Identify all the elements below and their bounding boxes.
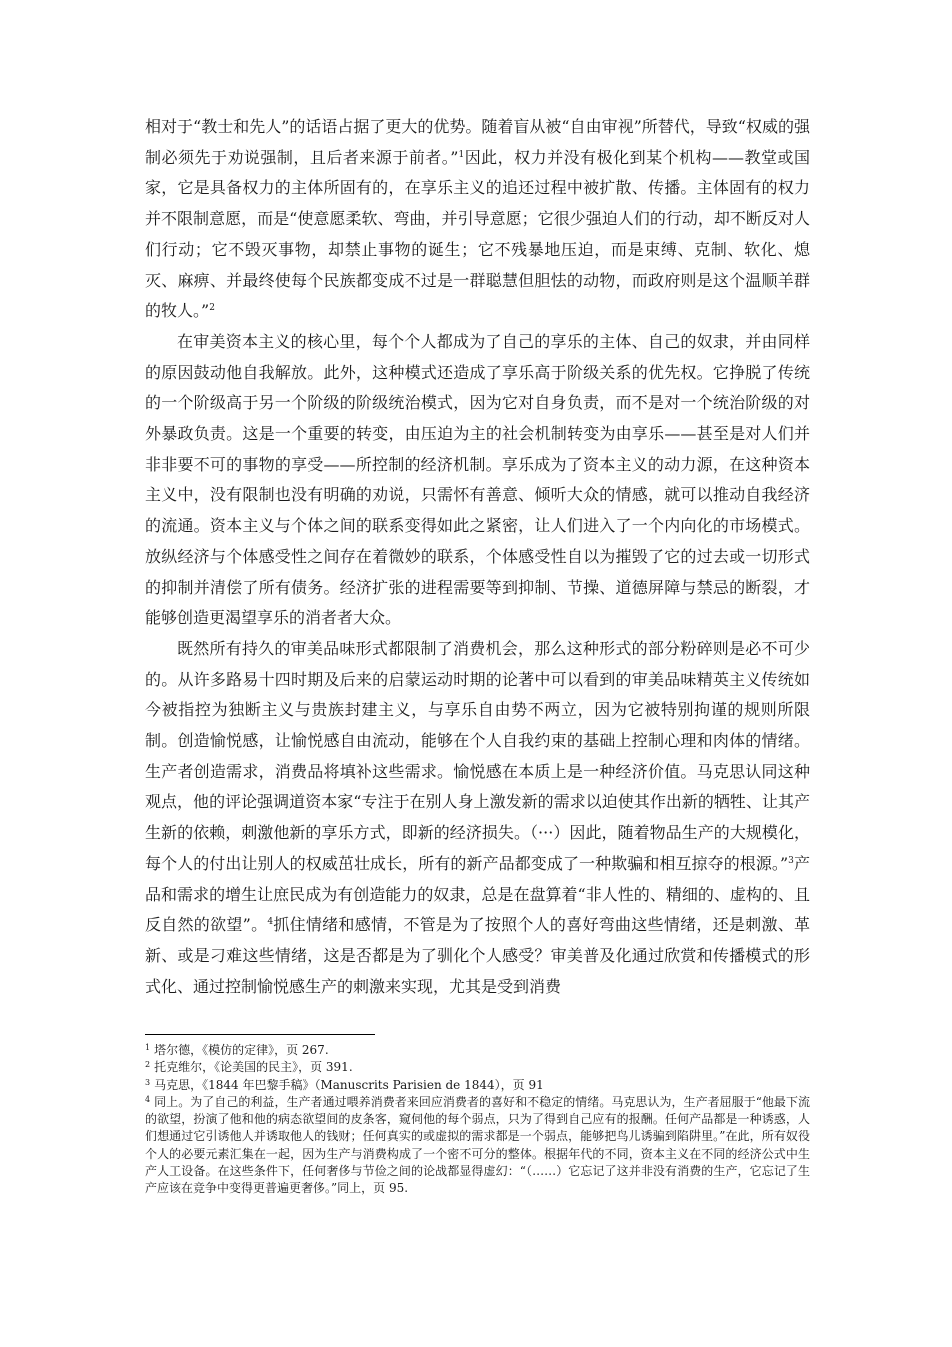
text-run: 因此，权力并没有极化到某个机构——教堂或国家，它是具备权力的主体所固有的，在享乐主义的追还过程中被扩散、传播。主体固有的权力并不限制意愿，而是“使意愿柔软、弯曲，并引导意愿；它很少强迫人们的行动，却不断反对人们行动；它不毁灭事物，却禁止事物的诞生；它不残暴地压迫，而是束缚、克制、软化、熄灭、麻痹、并最终使每个民族都变成不过是一群聪慧但胆怯的动物，而政府则是这个温顺羊群的牧人。” — [145, 147, 810, 321]
footnote-text: 塔尔德，《模仿的定律》，页 267. — [154, 1043, 329, 1057]
paragraph-3 — [145, 634, 810, 1002]
footnote-mark: 3 — [145, 1077, 151, 1087]
text-run: 相对于“教士和先人”的话语占据了更大的优势。随着盲从被“自由审视”所替代，导致“权威的强制必须先于劝说强制，且后者来源于前者。” — [145, 117, 810, 167]
footnote-text: 同上。为了自己的利益，生产者通过喂养消费者来回应消费者的喜好和不稳定的情绪。马克思认为，生产者屈服于“他最下流的欲望，扮演了他和他的病态欲望间的皮条客，窥伺他的每个弱点，只为了得到自己应有的报酬。任何产品都是一种诱惑，人们想通过它引诱他人并诱取他人的钱财；任何真实的或虚拟的需求都是一个弱点，能够把鸟儿诱骗到陷阱里。”在此，所有奴役个人的必要元素汇集在一起，因为生产与消费构成了一个密不可分的整体。根据年代的不同，资本主义在不同的经济公式中生产人工设备。在这些条件下，任何奢侈与节俭之间的论战都显得虚幻：“（……）它忘记了这并非没有消费的生产，它忘记了生产应该在竞争中变得更普遍更奢侈。”同上，页 95. — [145, 1094, 810, 1196]
text-run: 抓住情绪和感情，不管是为了按照个人的喜好弯曲这些情绪，还是刺激、革新、或是刁难这些情绪，这是否都是为了驯化个人感受？审美普及化通过欣赏和传播模式的形式化、通过控制愉悦感生产的刺激来实现，尤其是受到消费 — [145, 915, 810, 996]
footnote-ref-1: 1 — [458, 149, 465, 160]
footnote-4 — [145, 1094, 810, 1198]
footnote-ref-4: 4 — [267, 917, 274, 928]
footnote-ref-3: 3 — [788, 855, 794, 866]
footnote-1 — [145, 1042, 810, 1059]
footnote-3 — [145, 1077, 810, 1094]
footnote-mark: 1 — [145, 1043, 151, 1052]
footnotes — [145, 1042, 810, 1198]
paragraph-2 — [145, 327, 810, 634]
text-run: 既然所有持久的审美品味形式都限制了消费机会，那么这种形式的部分粉碎则是必不可少的。从许多路易十四时期及后来的启蒙运动时期的论著中可以看到的审美品味精英主义传统如今被指控为独断主义与贵族封建主义，与享乐自由势不两立，因为它被特别拘谨的规则所限制。创造愉悦感，让愉悦感自由流动，能够在个人自我约束的基础上控制心理和肉体的情绪。生产者创造需求，消费品将填补这些需求。愉悦感在本质上是一种经济价值。马克思认同这种观点，他的评论强调道资本家“专注于在别人身上激发新的需求以迫使其作出新的牺牲、让其产生新的依赖，刺激他新的享乐方式，即新的经济损失。（···）因此，随着物品生产的大规模化，每个人的付出让别人的权威茁壮成长，所有的新产品都变成了一种欺骗和相互掠夺的根源。” — [145, 638, 810, 873]
text-run: 在审美资本主义的核心里，每个个人都成为了自己的享乐的主体、自己的奴隶，并由同样的原因鼓动他自我解放。此外，这种模式还造成了享乐高于阶级关系的优先权。它挣脱了传统的一个阶级高于另一个阶级的阶级统治模式，因为它对自身负责，而不是对一个统治阶级的对外暴政负责。这是一个重要的转变，由压迫为主的社会机制转变为由享乐——甚至是对人们并非非要不可的事物的享受——所控制的经济机制。享乐成为了资本主义的动力源，在这种资本主义中，没有限制也没有明确的劝说，只需怀有善意、倾听大众的情感，就可以推动自我经济的流通。资本主义与个体之间的联系变得如此之紧密，让人们进入了一个内向化的市场模式。放纵经济与个体感受性之间存在着微妙的联系，个体感受性自以为摧毁了它的过去或一切形式的抑制并清偿了所有债务。经济扩张的进程需要等到抑制、节操、道德屏障与禁忌的断裂，才能够创造更渴望享乐的消者者大众。 — [145, 331, 810, 628]
footnote-mark: 4 — [145, 1094, 151, 1104]
paragraph-1 — [145, 112, 810, 327]
footnote-mark: 2 — [145, 1060, 151, 1070]
footnote-ref-2: 2 — [209, 303, 215, 314]
footnote-text: 托克维尔，《论美国的民主》，页 391. — [154, 1060, 353, 1075]
footnote-2 — [145, 1059, 810, 1076]
footnote-text: 马克思，《1844 年巴黎手稿》（Manuscrits Parisien de 1844），页 91 — [154, 1077, 544, 1092]
main-text — [145, 112, 810, 1002]
text-run: 产品和需求的增生让庶民成为有创造能力的奴隶，总是在盘算着“非人性的、精细的、虚构的、且反自然的欲望”。 — [145, 853, 810, 935]
footnote-separator — [145, 1034, 375, 1035]
